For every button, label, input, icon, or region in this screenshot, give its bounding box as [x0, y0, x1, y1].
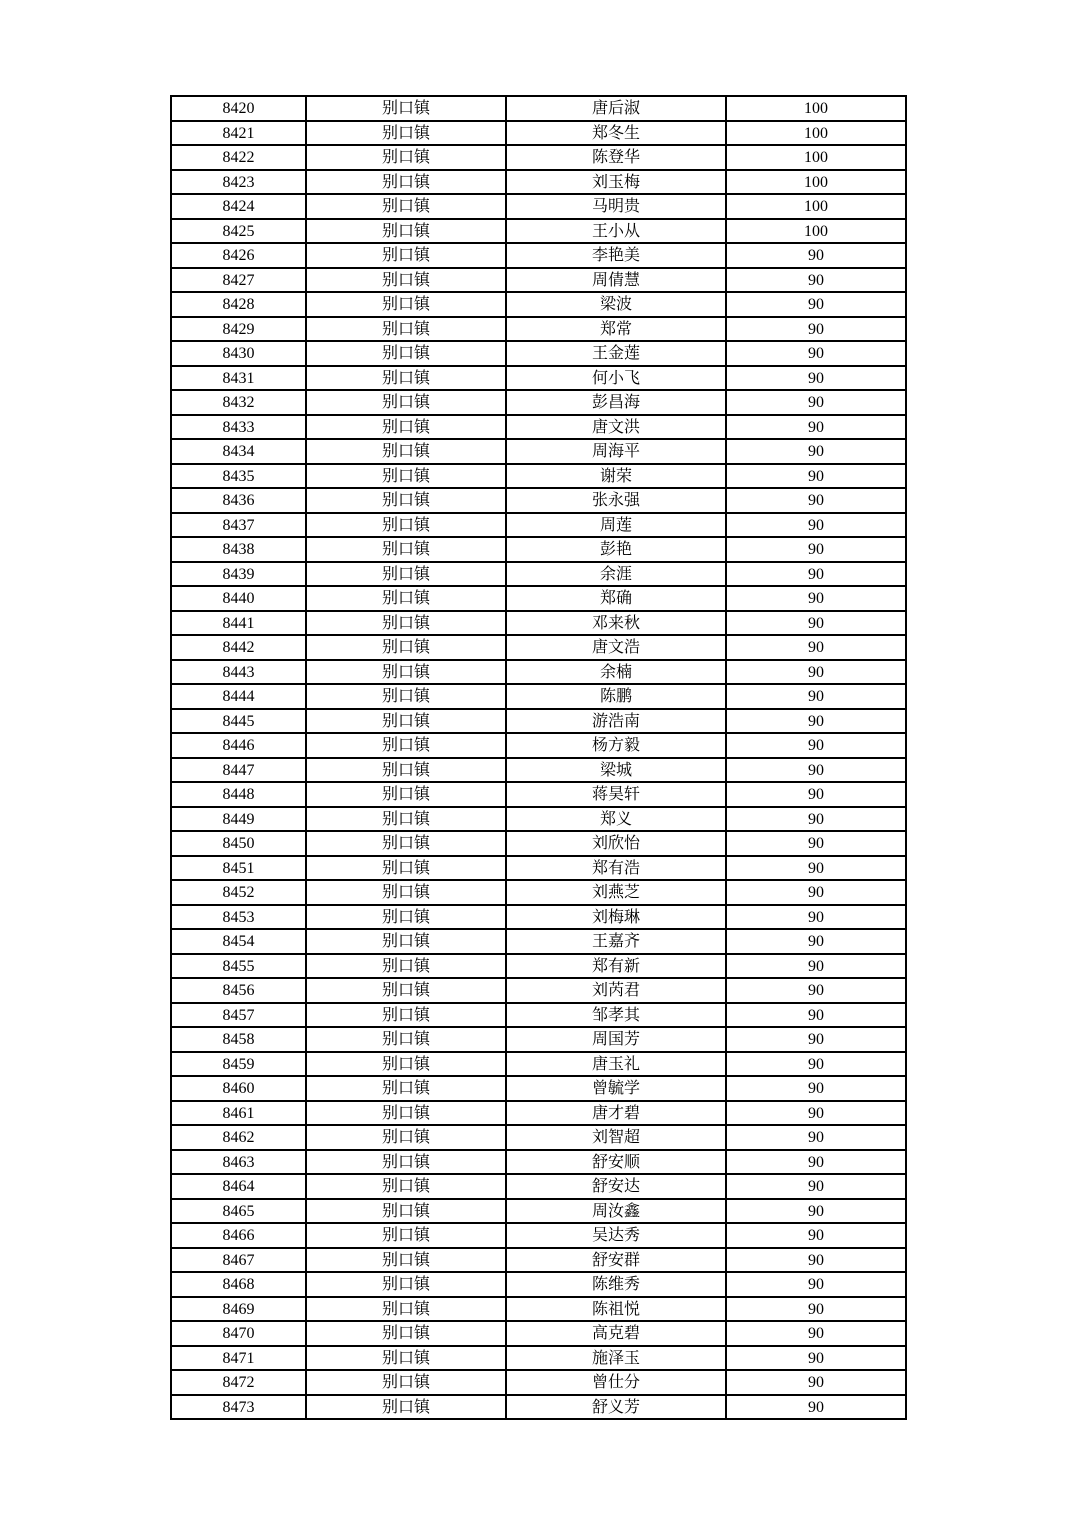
- cell-id: 8457: [171, 1003, 306, 1028]
- cell-name: 陈登华: [506, 145, 726, 170]
- cell-town: 别口镇: [306, 1223, 506, 1248]
- table-row: [171, 586, 906, 611]
- cell-score: 90: [726, 1272, 906, 1297]
- table-row: [171, 219, 906, 244]
- cell-score: 90: [726, 292, 906, 317]
- cell-id: 8420: [171, 96, 306, 121]
- table-row: [171, 684, 906, 709]
- cell-score: 90: [726, 1003, 906, 1028]
- table-row: [171, 635, 906, 660]
- cell-id: 8432: [171, 390, 306, 415]
- cell-name: 邹孝其: [506, 1003, 726, 1028]
- cell-name: 吴达秀: [506, 1223, 726, 1248]
- cell-town: 别口镇: [306, 929, 506, 954]
- cell-name: 游浩南: [506, 709, 726, 734]
- table-row: [171, 1370, 906, 1395]
- table-row: [171, 488, 906, 513]
- cell-town: 别口镇: [306, 268, 506, 293]
- cell-town: 别口镇: [306, 1321, 506, 1346]
- table-row: [171, 390, 906, 415]
- cell-town: 别口镇: [306, 1052, 506, 1077]
- cell-id: 8443: [171, 660, 306, 685]
- table-row: [171, 317, 906, 342]
- cell-name: 唐后淑: [506, 96, 726, 121]
- cell-name: 曾仕分: [506, 1370, 726, 1395]
- cell-name: 郑确: [506, 586, 726, 611]
- cell-name: 陈祖悦: [506, 1297, 726, 1322]
- table-row: [171, 243, 906, 268]
- cell-score: 90: [726, 464, 906, 489]
- table-row: [171, 1199, 906, 1224]
- cell-id: 8426: [171, 243, 306, 268]
- cell-name: 高克碧: [506, 1321, 726, 1346]
- table-row: [171, 1395, 906, 1420]
- cell-score: 90: [726, 513, 906, 538]
- cell-score: 90: [726, 1076, 906, 1101]
- cell-town: 别口镇: [306, 292, 506, 317]
- cell-name: 郑有新: [506, 954, 726, 979]
- cell-name: 彭昌海: [506, 390, 726, 415]
- table-row: [171, 145, 906, 170]
- cell-name: 邓来秋: [506, 611, 726, 636]
- cell-id: 8453: [171, 905, 306, 930]
- cell-name: 刘智超: [506, 1125, 726, 1150]
- cell-score: 90: [726, 1370, 906, 1395]
- cell-name: 周倩慧: [506, 268, 726, 293]
- cell-name: 郑冬生: [506, 121, 726, 146]
- table-row: [171, 1272, 906, 1297]
- cell-id: 8438: [171, 537, 306, 562]
- cell-name: 何小飞: [506, 366, 726, 391]
- cell-score: 90: [726, 856, 906, 881]
- table-row: [171, 905, 906, 930]
- cell-name: 曾毓学: [506, 1076, 726, 1101]
- cell-town: 别口镇: [306, 660, 506, 685]
- cell-town: 别口镇: [306, 1370, 506, 1395]
- cell-score: 90: [726, 1297, 906, 1322]
- cell-town: 别口镇: [306, 831, 506, 856]
- cell-town: 别口镇: [306, 464, 506, 489]
- cell-score: 90: [726, 243, 906, 268]
- cell-town: 别口镇: [306, 856, 506, 881]
- cell-name: 张永强: [506, 488, 726, 513]
- cell-name: 杨方毅: [506, 733, 726, 758]
- table-row: [171, 1052, 906, 1077]
- cell-id: 8430: [171, 341, 306, 366]
- table-row: [171, 978, 906, 1003]
- cell-id: 8460: [171, 1076, 306, 1101]
- table-row: [171, 929, 906, 954]
- cell-id: 8421: [171, 121, 306, 146]
- table-row: [171, 831, 906, 856]
- cell-town: 别口镇: [306, 488, 506, 513]
- table-row: [171, 611, 906, 636]
- cell-name: 马明贵: [506, 194, 726, 219]
- cell-id: 8446: [171, 733, 306, 758]
- cell-town: 别口镇: [306, 635, 506, 660]
- cell-name: 余涯: [506, 562, 726, 587]
- cell-id: 8458: [171, 1027, 306, 1052]
- cell-score: 90: [726, 758, 906, 783]
- table-row: [171, 562, 906, 587]
- cell-name: 刘欣怡: [506, 831, 726, 856]
- cell-town: 别口镇: [306, 1272, 506, 1297]
- cell-name: 陈鹏: [506, 684, 726, 709]
- cell-score: 90: [726, 929, 906, 954]
- cell-id: 8449: [171, 807, 306, 832]
- cell-id: 8437: [171, 513, 306, 538]
- cell-score: 100: [726, 145, 906, 170]
- cell-name: 王嘉齐: [506, 929, 726, 954]
- cell-name: 郑有浩: [506, 856, 726, 881]
- cell-id: 8450: [171, 831, 306, 856]
- table-row: [171, 194, 906, 219]
- table-row: [171, 1101, 906, 1126]
- table-row: [171, 1027, 906, 1052]
- cell-town: 别口镇: [306, 390, 506, 415]
- table-row: [171, 415, 906, 440]
- cell-name: 舒义芳: [506, 1395, 726, 1420]
- cell-score: 90: [726, 317, 906, 342]
- cell-id: 8431: [171, 366, 306, 391]
- cell-town: 别口镇: [306, 905, 506, 930]
- cell-town: 别口镇: [306, 1174, 506, 1199]
- cell-id: 8470: [171, 1321, 306, 1346]
- cell-id: 8429: [171, 317, 306, 342]
- cell-id: 8461: [171, 1101, 306, 1126]
- cell-score: 90: [726, 341, 906, 366]
- cell-score: 90: [726, 954, 906, 979]
- cell-id: 8452: [171, 880, 306, 905]
- cell-town: 别口镇: [306, 1248, 506, 1273]
- cell-town: 别口镇: [306, 1101, 506, 1126]
- cell-town: 别口镇: [306, 1125, 506, 1150]
- cell-id: 8472: [171, 1370, 306, 1395]
- cell-id: 8423: [171, 170, 306, 195]
- cell-town: 别口镇: [306, 1199, 506, 1224]
- cell-town: 别口镇: [306, 537, 506, 562]
- table-row: [171, 1248, 906, 1273]
- cell-town: 别口镇: [306, 562, 506, 587]
- cell-id: 8456: [171, 978, 306, 1003]
- cell-score: 90: [726, 978, 906, 1003]
- table-row: [171, 537, 906, 562]
- cell-name: 梁波: [506, 292, 726, 317]
- cell-id: 8451: [171, 856, 306, 881]
- cell-id: 8434: [171, 439, 306, 464]
- cell-town: 别口镇: [306, 243, 506, 268]
- cell-name: 郑义: [506, 807, 726, 832]
- table-row: [171, 1297, 906, 1322]
- cell-id: 8428: [171, 292, 306, 317]
- cell-score: 90: [726, 1321, 906, 1346]
- table-row: [171, 341, 906, 366]
- table-row: [171, 1150, 906, 1175]
- table-row: [171, 1076, 906, 1101]
- cell-score: 100: [726, 121, 906, 146]
- cell-id: 8424: [171, 194, 306, 219]
- cell-town: 别口镇: [306, 219, 506, 244]
- cell-score: 90: [726, 415, 906, 440]
- cell-score: 90: [726, 880, 906, 905]
- table-row: [171, 782, 906, 807]
- cell-name: 周海平: [506, 439, 726, 464]
- cell-score: 90: [726, 390, 906, 415]
- cell-town: 别口镇: [306, 1150, 506, 1175]
- cell-name: 刘梅琳: [506, 905, 726, 930]
- cell-name: 梁城: [506, 758, 726, 783]
- cell-town: 别口镇: [306, 1003, 506, 1028]
- table-row: [171, 96, 906, 121]
- cell-town: 别口镇: [306, 513, 506, 538]
- table-row: [171, 709, 906, 734]
- cell-score: 90: [726, 1150, 906, 1175]
- cell-score: 90: [726, 1125, 906, 1150]
- cell-town: 别口镇: [306, 415, 506, 440]
- cell-score: 100: [726, 170, 906, 195]
- cell-score: 90: [726, 733, 906, 758]
- table-row: [171, 1346, 906, 1371]
- cell-name: 唐才碧: [506, 1101, 726, 1126]
- cell-id: 8436: [171, 488, 306, 513]
- cell-name: 郑常: [506, 317, 726, 342]
- cell-id: 8433: [171, 415, 306, 440]
- cell-town: 别口镇: [306, 586, 506, 611]
- cell-name: 刘燕芝: [506, 880, 726, 905]
- cell-score: 90: [726, 1174, 906, 1199]
- cell-score: 90: [726, 1027, 906, 1052]
- cell-town: 别口镇: [306, 782, 506, 807]
- cell-town: 别口镇: [306, 978, 506, 1003]
- table-row: [171, 439, 906, 464]
- cell-town: 别口镇: [306, 439, 506, 464]
- cell-name: 周莲: [506, 513, 726, 538]
- cell-score: 90: [726, 268, 906, 293]
- cell-score: 90: [726, 366, 906, 391]
- cell-score: 90: [726, 709, 906, 734]
- cell-score: 90: [726, 562, 906, 587]
- cell-name: 王金莲: [506, 341, 726, 366]
- cell-score: 100: [726, 219, 906, 244]
- cell-name: 陈维秀: [506, 1272, 726, 1297]
- cell-town: 别口镇: [306, 684, 506, 709]
- cell-name: 舒安顺: [506, 1150, 726, 1175]
- cell-town: 别口镇: [306, 611, 506, 636]
- cell-id: 8447: [171, 758, 306, 783]
- cell-town: 别口镇: [306, 96, 506, 121]
- cell-id: 8466: [171, 1223, 306, 1248]
- cell-score: 90: [726, 488, 906, 513]
- cell-id: 8468: [171, 1272, 306, 1297]
- cell-town: 别口镇: [306, 194, 506, 219]
- cell-town: 别口镇: [306, 709, 506, 734]
- cell-id: 8442: [171, 635, 306, 660]
- score-table-body: [171, 96, 906, 1419]
- cell-name: 彭艳: [506, 537, 726, 562]
- cell-id: 8444: [171, 684, 306, 709]
- cell-id: 8469: [171, 1297, 306, 1322]
- cell-score: 90: [726, 1248, 906, 1273]
- cell-name: 唐文浩: [506, 635, 726, 660]
- cell-town: 别口镇: [306, 1346, 506, 1371]
- cell-score: 90: [726, 782, 906, 807]
- cell-score: 90: [726, 1223, 906, 1248]
- cell-score: 90: [726, 807, 906, 832]
- cell-score: 90: [726, 611, 906, 636]
- cell-id: 8425: [171, 219, 306, 244]
- cell-name: 周汝鑫: [506, 1199, 726, 1224]
- cell-score: 90: [726, 1346, 906, 1371]
- cell-score: 90: [726, 684, 906, 709]
- cell-town: 别口镇: [306, 733, 506, 758]
- cell-id: 8427: [171, 268, 306, 293]
- table-row: [171, 1003, 906, 1028]
- cell-id: 8471: [171, 1346, 306, 1371]
- cell-score: 90: [726, 905, 906, 930]
- cell-id: 8445: [171, 709, 306, 734]
- cell-name: 周国芳: [506, 1027, 726, 1052]
- table-row: [171, 513, 906, 538]
- cell-score: 90: [726, 635, 906, 660]
- cell-id: 8459: [171, 1052, 306, 1077]
- cell-town: 别口镇: [306, 341, 506, 366]
- cell-id: 8467: [171, 1248, 306, 1273]
- cell-name: 王小从: [506, 219, 726, 244]
- cell-id: 8462: [171, 1125, 306, 1150]
- cell-score: 90: [726, 586, 906, 611]
- cell-id: 8463: [171, 1150, 306, 1175]
- cell-name: 刘玉梅: [506, 170, 726, 195]
- table-row: [171, 1174, 906, 1199]
- table-row: [171, 880, 906, 905]
- cell-score: 90: [726, 1199, 906, 1224]
- cell-town: 别口镇: [306, 758, 506, 783]
- cell-name: 余楠: [506, 660, 726, 685]
- cell-score: 90: [726, 1395, 906, 1420]
- cell-score: 100: [726, 96, 906, 121]
- cell-id: 8473: [171, 1395, 306, 1420]
- cell-id: 8439: [171, 562, 306, 587]
- cell-town: 别口镇: [306, 170, 506, 195]
- cell-id: 8448: [171, 782, 306, 807]
- cell-name: 刘芮君: [506, 978, 726, 1003]
- cell-town: 别口镇: [306, 807, 506, 832]
- cell-town: 别口镇: [306, 145, 506, 170]
- cell-town: 别口镇: [306, 1027, 506, 1052]
- cell-name: 蒋昊轩: [506, 782, 726, 807]
- cell-town: 别口镇: [306, 121, 506, 146]
- cell-score: 90: [726, 1101, 906, 1126]
- cell-name: 李艳美: [506, 243, 726, 268]
- table-row: [171, 758, 906, 783]
- cell-id: 8435: [171, 464, 306, 489]
- cell-name: 唐玉礼: [506, 1052, 726, 1077]
- cell-town: 别口镇: [306, 1395, 506, 1420]
- cell-town: 别口镇: [306, 317, 506, 342]
- cell-score: 90: [726, 831, 906, 856]
- table-row: [171, 954, 906, 979]
- table-row: [171, 856, 906, 881]
- table-row: [171, 170, 906, 195]
- cell-id: 8441: [171, 611, 306, 636]
- score-table-container: [170, 95, 905, 1420]
- cell-score: 90: [726, 439, 906, 464]
- cell-name: 舒安达: [506, 1174, 726, 1199]
- table-row: [171, 733, 906, 758]
- cell-name: 唐文洪: [506, 415, 726, 440]
- table-row: [171, 1125, 906, 1150]
- table-row: [171, 1223, 906, 1248]
- score-table: [170, 95, 907, 1420]
- table-row: [171, 292, 906, 317]
- table-row: [171, 121, 906, 146]
- table-row: [171, 807, 906, 832]
- cell-score: 90: [726, 1052, 906, 1077]
- cell-town: 别口镇: [306, 1076, 506, 1101]
- cell-score: 100: [726, 194, 906, 219]
- cell-id: 8454: [171, 929, 306, 954]
- cell-name: 施泽玉: [506, 1346, 726, 1371]
- cell-name: 舒安群: [506, 1248, 726, 1273]
- cell-score: 90: [726, 537, 906, 562]
- table-row: [171, 268, 906, 293]
- cell-town: 别口镇: [306, 880, 506, 905]
- table-row: [171, 1321, 906, 1346]
- cell-id: 8455: [171, 954, 306, 979]
- cell-id: 8464: [171, 1174, 306, 1199]
- cell-town: 别口镇: [306, 1297, 506, 1322]
- table-row: [171, 660, 906, 685]
- cell-town: 别口镇: [306, 366, 506, 391]
- cell-id: 8440: [171, 586, 306, 611]
- cell-town: 别口镇: [306, 954, 506, 979]
- cell-id: 8465: [171, 1199, 306, 1224]
- table-row: [171, 464, 906, 489]
- cell-score: 90: [726, 660, 906, 685]
- cell-id: 8422: [171, 145, 306, 170]
- cell-name: 谢荣: [506, 464, 726, 489]
- table-row: [171, 366, 906, 391]
